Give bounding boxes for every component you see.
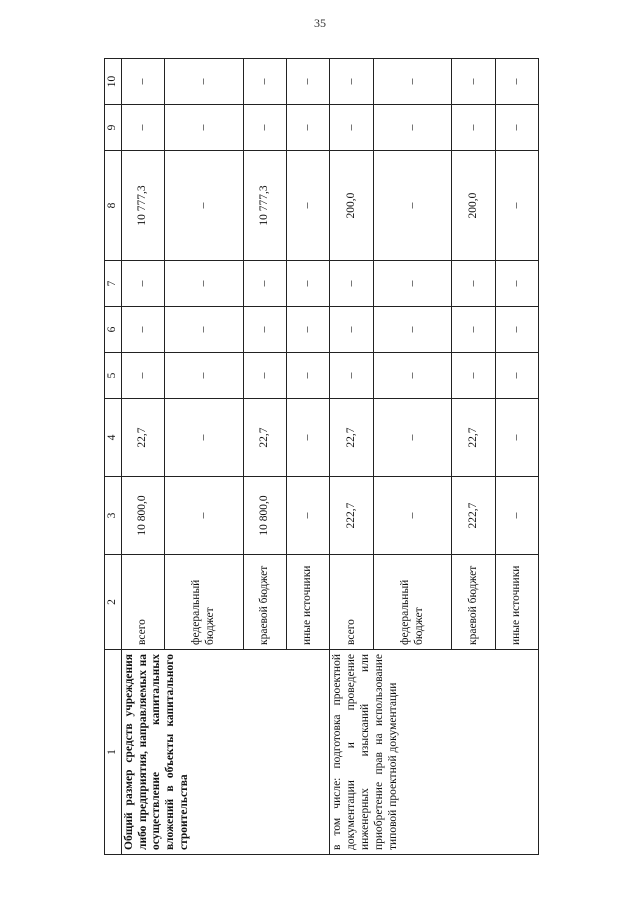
value-cell: –: [495, 105, 538, 151]
value-cell: –: [165, 353, 244, 399]
value-cell: –: [121, 59, 164, 105]
value-cell: 200,0: [330, 151, 373, 261]
value-cell: –: [287, 477, 330, 555]
column-header-10: 10: [105, 59, 122, 105]
value-cell: –: [121, 261, 164, 307]
value-cell: –: [243, 105, 286, 151]
value-cell: –: [373, 307, 452, 353]
value-cell: –: [495, 477, 538, 555]
funding-source: всего: [330, 555, 373, 650]
value-cell: –: [165, 307, 244, 353]
value-cell: –: [330, 261, 373, 307]
column-header-5: 5: [105, 353, 122, 399]
row-description: в том числе: подготовка проектной документации и проведение инженерных изысканий или приобретение прав на использование типовой проектной документации: [330, 650, 539, 855]
column-header-8: 8: [105, 151, 122, 261]
value-cell: 10 800,0: [121, 477, 164, 555]
column-header-4: 4: [105, 399, 122, 477]
value-cell: –: [287, 59, 330, 105]
value-cell: –: [165, 477, 244, 555]
value-cell: 22,7: [452, 399, 495, 477]
table-row: [121, 59, 164, 855]
value-cell: –: [165, 105, 244, 151]
value-cell: –: [287, 151, 330, 261]
value-cell: –: [452, 59, 495, 105]
value-cell: –: [121, 105, 164, 151]
value-cell: –: [373, 261, 452, 307]
table-row: [330, 59, 373, 855]
value-cell: –: [330, 307, 373, 353]
value-cell: –: [495, 261, 538, 307]
value-cell: –: [452, 261, 495, 307]
value-cell: –: [495, 307, 538, 353]
value-cell: –: [330, 59, 373, 105]
value-cell: 222,7: [330, 477, 373, 555]
value-cell: –: [287, 105, 330, 151]
value-cell: 10 777,3: [243, 151, 286, 261]
funding-source: всего: [121, 555, 164, 650]
value-cell: –: [243, 261, 286, 307]
column-header-7: 7: [105, 261, 122, 307]
value-cell: –: [243, 353, 286, 399]
value-cell: 222,7: [452, 477, 495, 555]
funding-source: краевой бюджет: [452, 555, 495, 650]
value-cell: –: [165, 59, 244, 105]
column-header-9: 9: [105, 105, 122, 151]
value-cell: –: [165, 399, 244, 477]
value-cell: –: [452, 307, 495, 353]
value-cell: –: [373, 105, 452, 151]
value-cell: 22,7: [243, 399, 286, 477]
value-cell: –: [452, 105, 495, 151]
value-cell: –: [495, 151, 538, 261]
value-cell: –: [287, 399, 330, 477]
row-description: Общий размер средств учреждения либо предприятия, направляемых на осуществление капитальных вложений в объекты капитального строительства: [121, 650, 330, 855]
column-header-6: 6: [105, 307, 122, 353]
value-cell: –: [373, 151, 452, 261]
column-header-1: 1: [105, 650, 122, 855]
funding-source: краевой бюджет: [243, 555, 286, 650]
funding-source: федеральный бюджет: [165, 555, 244, 650]
value-cell: 22,7: [330, 399, 373, 477]
page-number: 35: [314, 16, 326, 30]
value-cell: 10 800,0: [243, 477, 286, 555]
value-cell: –: [121, 307, 164, 353]
value-cell: –: [287, 353, 330, 399]
value-cell: –: [330, 353, 373, 399]
funding-table: [104, 58, 539, 855]
value-cell: –: [373, 353, 452, 399]
value-cell: 10 777,3: [121, 151, 164, 261]
value-cell: –: [121, 353, 164, 399]
column-header-2: 2: [105, 555, 122, 650]
value-cell: –: [373, 399, 452, 477]
funding-source: федеральный бюджет: [373, 555, 452, 650]
header-row: [105, 59, 122, 855]
value-cell: –: [330, 105, 373, 151]
value-cell: –: [287, 307, 330, 353]
table-container: [104, 59, 539, 855]
value-cell: –: [165, 261, 244, 307]
value-cell: –: [373, 59, 452, 105]
column-header-3: 3: [105, 477, 122, 555]
value-cell: –: [287, 261, 330, 307]
value-cell: –: [452, 353, 495, 399]
funding-source: иные источники: [287, 555, 330, 650]
value-cell: 22,7: [121, 399, 164, 477]
value-cell: –: [165, 151, 244, 261]
value-cell: –: [495, 59, 538, 105]
value-cell: 200,0: [452, 151, 495, 261]
value-cell: –: [495, 399, 538, 477]
value-cell: –: [373, 477, 452, 555]
value-cell: –: [243, 307, 286, 353]
value-cell: –: [243, 59, 286, 105]
funding-source: иные источники: [495, 555, 538, 650]
value-cell: –: [495, 353, 538, 399]
